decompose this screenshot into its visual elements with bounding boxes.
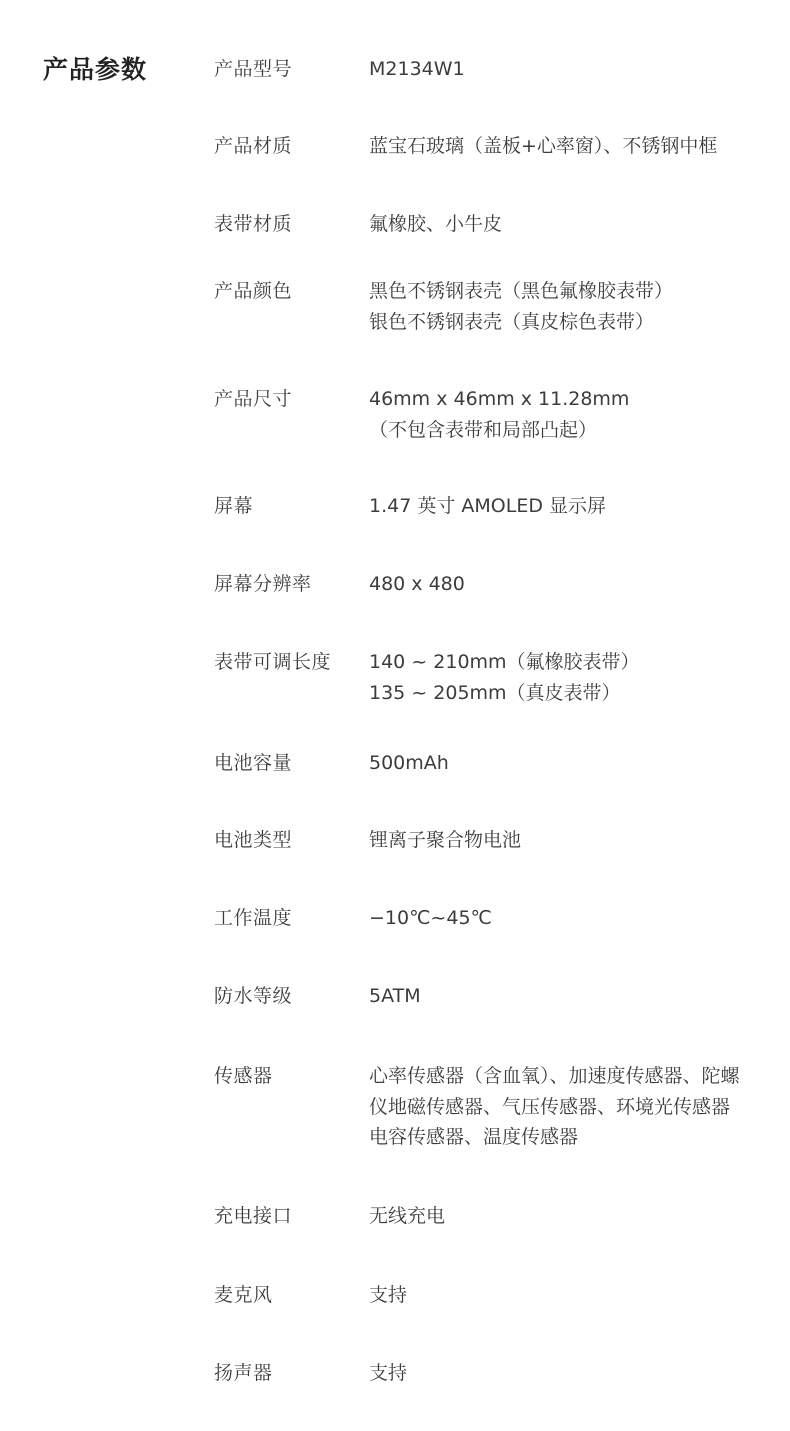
spec-value xyxy=(369,54,779,85)
spec-value-line: 黑色不锈钢表壳（黑色氟橡胶表带） xyxy=(369,280,674,302)
spec-value-line: 氟橡胶、小牛皮 xyxy=(369,213,503,235)
spec-value-line: M2134W1 xyxy=(369,58,465,80)
spec-value xyxy=(369,276,779,337)
spec-value xyxy=(369,491,779,522)
spec-value-line: 135 ~ 205mm（真皮表带） xyxy=(369,681,621,704)
spec-value-line: （不包含表带和局部凸起） xyxy=(369,418,598,441)
spec-label: 表带材质 xyxy=(214,213,293,235)
spec-value xyxy=(369,647,779,708)
spec-value-line: 140 ~ 210mm（氟橡胶表带） xyxy=(369,651,640,673)
spec-value-line: 支持 xyxy=(369,1362,408,1384)
spec-value xyxy=(369,748,779,779)
spec-value-line: 480 x 480 xyxy=(369,573,465,595)
spec-value xyxy=(369,903,779,934)
spec-label: 传感器 xyxy=(214,1065,273,1087)
spec-label: 产品颜色 xyxy=(214,280,293,302)
spec-label: 屏幕分辨率 xyxy=(214,573,312,595)
spec-value-line: 无线充电 xyxy=(369,1205,446,1227)
spec-value-line: 锂离子聚合物电池 xyxy=(369,829,522,851)
spec-label: 产品材质 xyxy=(214,135,293,157)
spec-value xyxy=(369,1280,779,1311)
spec-value-line: 蓝宝石玻璃（盖板+心率窗）、不锈钢中框 xyxy=(369,135,718,157)
spec-label: 电池容量 xyxy=(214,752,293,774)
spec-value xyxy=(369,1358,779,1389)
spec-value xyxy=(369,209,779,240)
section-title: 产品参数 xyxy=(43,55,148,84)
spec-label: 扬声器 xyxy=(214,1362,273,1384)
spec-value xyxy=(369,569,779,600)
spec-label: 充电接口 xyxy=(214,1205,293,1227)
spec-value-line: −10℃~45℃ xyxy=(369,907,492,929)
spec-value xyxy=(369,981,779,1012)
spec-value-line: 46mm x 46mm x 11.28mm xyxy=(369,388,630,410)
spec-label: 工作温度 xyxy=(214,907,293,929)
spec-value-line: 1.47 英寸 AMOLED 显示屏 xyxy=(369,495,606,517)
spec-label: 电池类型 xyxy=(214,829,293,851)
spec-value xyxy=(369,1061,779,1153)
spec-value-line: 心率传感器（含血氧）、加速度传感器、陀螺 xyxy=(369,1065,740,1087)
spec-label: 麦克风 xyxy=(214,1284,273,1306)
spec-value-line: 银色不锈钢表壳（真皮棕色表带） xyxy=(369,310,655,333)
spec-value-line: 仪地磁传感器、气压传感器、环境光传感器 xyxy=(369,1095,731,1118)
spec-value xyxy=(369,825,779,856)
spec-value-line: 电容传感器、温度传感器 xyxy=(369,1126,579,1148)
spec-value-line: 5ATM xyxy=(369,985,421,1007)
spec-label: 防水等级 xyxy=(214,985,293,1007)
spec-value-line: 500mAh xyxy=(369,752,449,774)
spec-label: 产品型号 xyxy=(214,58,293,80)
spec-label: 表带可调长度 xyxy=(214,651,332,673)
spec-label: 屏幕 xyxy=(214,495,254,517)
spec-value-line: 支持 xyxy=(369,1284,408,1306)
spec-value xyxy=(369,1201,779,1232)
spec-value xyxy=(369,384,779,445)
spec-label: 产品尺寸 xyxy=(214,388,293,410)
spec-value xyxy=(369,131,779,162)
